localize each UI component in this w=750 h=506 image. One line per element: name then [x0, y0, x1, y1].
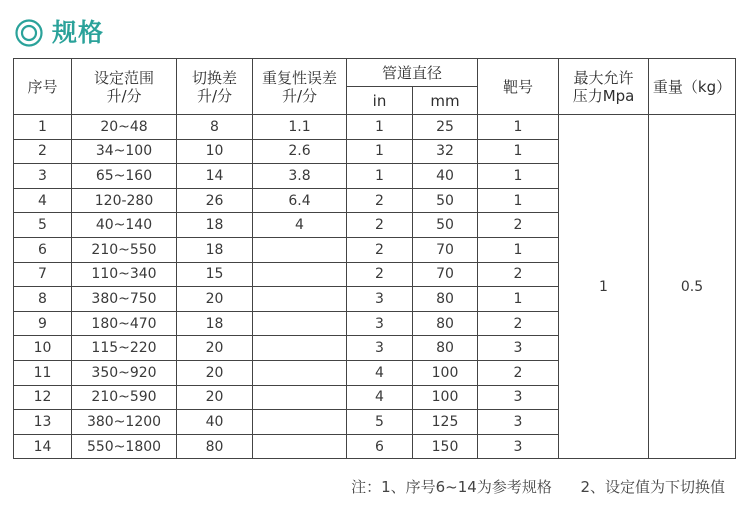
cell-pipe-mm: 50 — [413, 213, 478, 238]
header-set-range-line1: 设定范围 — [93, 68, 154, 87]
cell-switch-diff: 20 — [177, 385, 253, 410]
section-title-text: 规格 — [52, 18, 105, 47]
cell-repeat-error — [253, 336, 347, 361]
cell-repeat-error: 1.1 — [253, 115, 347, 140]
cell-set-range: 115~220 — [72, 336, 177, 361]
cell-set-range: 210~550 — [72, 237, 177, 262]
cell-target-no: 1 — [478, 237, 559, 262]
cell-repeat-error — [253, 410, 347, 435]
cell-pipe-in: 1 — [347, 115, 413, 140]
cell-target-no: 3 — [478, 434, 559, 459]
cell-set-range: 65~160 — [72, 164, 177, 189]
cell-repeat-error — [253, 237, 347, 262]
cell-pipe-in: 5 — [347, 410, 413, 435]
cell-index: 12 — [14, 385, 72, 410]
spec-table — [13, 58, 736, 459]
cell-target-no: 1 — [478, 139, 559, 164]
cell-switch-diff: 40 — [177, 410, 253, 435]
header-set-range — [72, 59, 177, 115]
cell-pipe-mm: 32 — [413, 139, 478, 164]
cell-switch-diff: 8 — [177, 115, 253, 140]
cell-target-no: 1 — [478, 287, 559, 312]
cell-pipe-in: 4 — [347, 360, 413, 385]
cell-set-range: 34~100 — [72, 139, 177, 164]
cell-index: 8 — [14, 287, 72, 312]
cell-switch-diff: 26 — [177, 188, 253, 213]
cell-repeat-error: 6.4 — [253, 188, 347, 213]
cell-index: 13 — [14, 410, 72, 435]
header-switch-diff-line1: 切换差 — [191, 68, 237, 87]
cell-pipe-in: 1 — [347, 139, 413, 164]
cell-target-no: 1 — [478, 164, 559, 189]
cell-repeat-error — [253, 262, 347, 287]
cell-index: 11 — [14, 360, 72, 385]
cell-target-no: 3 — [478, 385, 559, 410]
cell-index: 1 — [14, 115, 72, 140]
cell-repeat-error: 3.8 — [253, 164, 347, 189]
cell-target-no: 2 — [478, 311, 559, 336]
cell-index: 5 — [14, 213, 72, 238]
footnote: 注：1、序号6~14为参考规格 2、设定值为下切换值 — [351, 478, 725, 496]
cell-switch-diff: 20 — [177, 336, 253, 361]
cell-pipe-mm: 100 — [413, 360, 478, 385]
cell-pipe-mm: 70 — [413, 262, 478, 287]
cell-target-no: 1 — [478, 115, 559, 140]
cell-set-range: 210~590 — [72, 385, 177, 410]
cell-switch-diff: 18 — [177, 237, 253, 262]
cell-pipe-in: 3 — [347, 336, 413, 361]
cell-switch-diff: 20 — [177, 287, 253, 312]
cell-pipe-in: 2 — [347, 262, 413, 287]
cell-set-range: 110~340 — [72, 262, 177, 287]
cell-index: 4 — [14, 188, 72, 213]
cell-set-range: 350~920 — [72, 360, 177, 385]
header-set-range-line2: 升/分 — [106, 86, 142, 105]
cell-target-no: 1 — [478, 188, 559, 213]
target-circle-icon — [14, 18, 44, 48]
cell-repeat-error — [253, 434, 347, 459]
cell-repeat-error: 4 — [253, 213, 347, 238]
cell-switch-diff: 80 — [177, 434, 253, 459]
cell-index: 3 — [14, 164, 72, 189]
cell-pipe-in: 6 — [347, 434, 413, 459]
cell-index: 10 — [14, 336, 72, 361]
header-repeat-error — [253, 59, 347, 115]
header-row — [14, 59, 736, 87]
cell-set-range: 120-280 — [72, 188, 177, 213]
cell-target-no: 3 — [478, 336, 559, 361]
cell-switch-diff: 20 — [177, 360, 253, 385]
header-max-pressure-line2: 压力Mpa — [572, 86, 635, 105]
cell-set-range: 550~1800 — [72, 434, 177, 459]
cell-pipe-mm: 70 — [413, 237, 478, 262]
cell-switch-diff: 14 — [177, 164, 253, 189]
cell-pipe-in: 3 — [347, 287, 413, 312]
cell-repeat-error — [253, 360, 347, 385]
header-pipe-diameter: 管道直径 — [347, 59, 478, 87]
cell-pipe-in: 2 — [347, 213, 413, 238]
cell-pipe-in: 3 — [347, 311, 413, 336]
cell-target-no: 2 — [478, 360, 559, 385]
cell-switch-diff: 10 — [177, 139, 253, 164]
header-target-no: 靶号 — [478, 59, 559, 115]
cell-pipe-mm: 80 — [413, 336, 478, 361]
cell-switch-diff: 15 — [177, 262, 253, 287]
spec-table-body — [14, 115, 736, 459]
cell-pipe-in: 1 — [347, 164, 413, 189]
cell-index: 9 — [14, 311, 72, 336]
cell-max-pressure: 1 — [559, 115, 649, 459]
cell-switch-diff: 18 — [177, 213, 253, 238]
cell-index: 14 — [14, 434, 72, 459]
cell-index: 6 — [14, 237, 72, 262]
header-switch-diff — [177, 59, 253, 115]
cell-repeat-error: 2.6 — [253, 139, 347, 164]
cell-target-no: 3 — [478, 410, 559, 435]
cell-weight: 0.5 — [649, 115, 736, 459]
cell-set-range: 20~48 — [72, 115, 177, 140]
header-switch-diff-line2: 升/分 — [196, 86, 233, 105]
cell-target-no: 2 — [478, 213, 559, 238]
header-max-pressure — [559, 59, 649, 115]
cell-pipe-mm: 150 — [413, 434, 478, 459]
cell-pipe-mm: 50 — [413, 188, 478, 213]
section-title — [14, 16, 104, 50]
header-repeat-error-line2: 升/分 — [281, 86, 318, 105]
cell-pipe-in: 2 — [347, 188, 413, 213]
cell-pipe-in: 4 — [347, 385, 413, 410]
cell-repeat-error — [253, 287, 347, 312]
header-max-pressure-line1: 最大允许 — [573, 68, 634, 87]
cell-index: 2 — [14, 139, 72, 164]
header-index: 序号 — [14, 59, 72, 115]
cell-index: 7 — [14, 262, 72, 287]
cell-set-range: 40~140 — [72, 213, 177, 238]
cell-pipe-mm: 125 — [413, 410, 478, 435]
cell-set-range: 380~1200 — [72, 410, 177, 435]
cell-repeat-error — [253, 311, 347, 336]
table-row — [14, 115, 736, 140]
header-repeat-error-line1: 重复性误差 — [261, 68, 337, 87]
header-weight: 重量（kg） — [649, 59, 736, 115]
cell-pipe-mm: 100 — [413, 385, 478, 410]
cell-switch-diff: 18 — [177, 311, 253, 336]
cell-pipe-mm: 25 — [413, 115, 478, 140]
cell-pipe-mm: 80 — [413, 287, 478, 312]
cell-pipe-mm: 80 — [413, 311, 478, 336]
cell-repeat-error — [253, 385, 347, 410]
header-unit-mm: mm — [413, 87, 478, 115]
cell-pipe-mm: 40 — [413, 164, 478, 189]
cell-target-no: 2 — [478, 262, 559, 287]
header-unit-in: in — [347, 87, 413, 115]
cell-pipe-in: 2 — [347, 237, 413, 262]
cell-set-range: 180~470 — [72, 311, 177, 336]
cell-set-range: 380~750 — [72, 287, 177, 312]
